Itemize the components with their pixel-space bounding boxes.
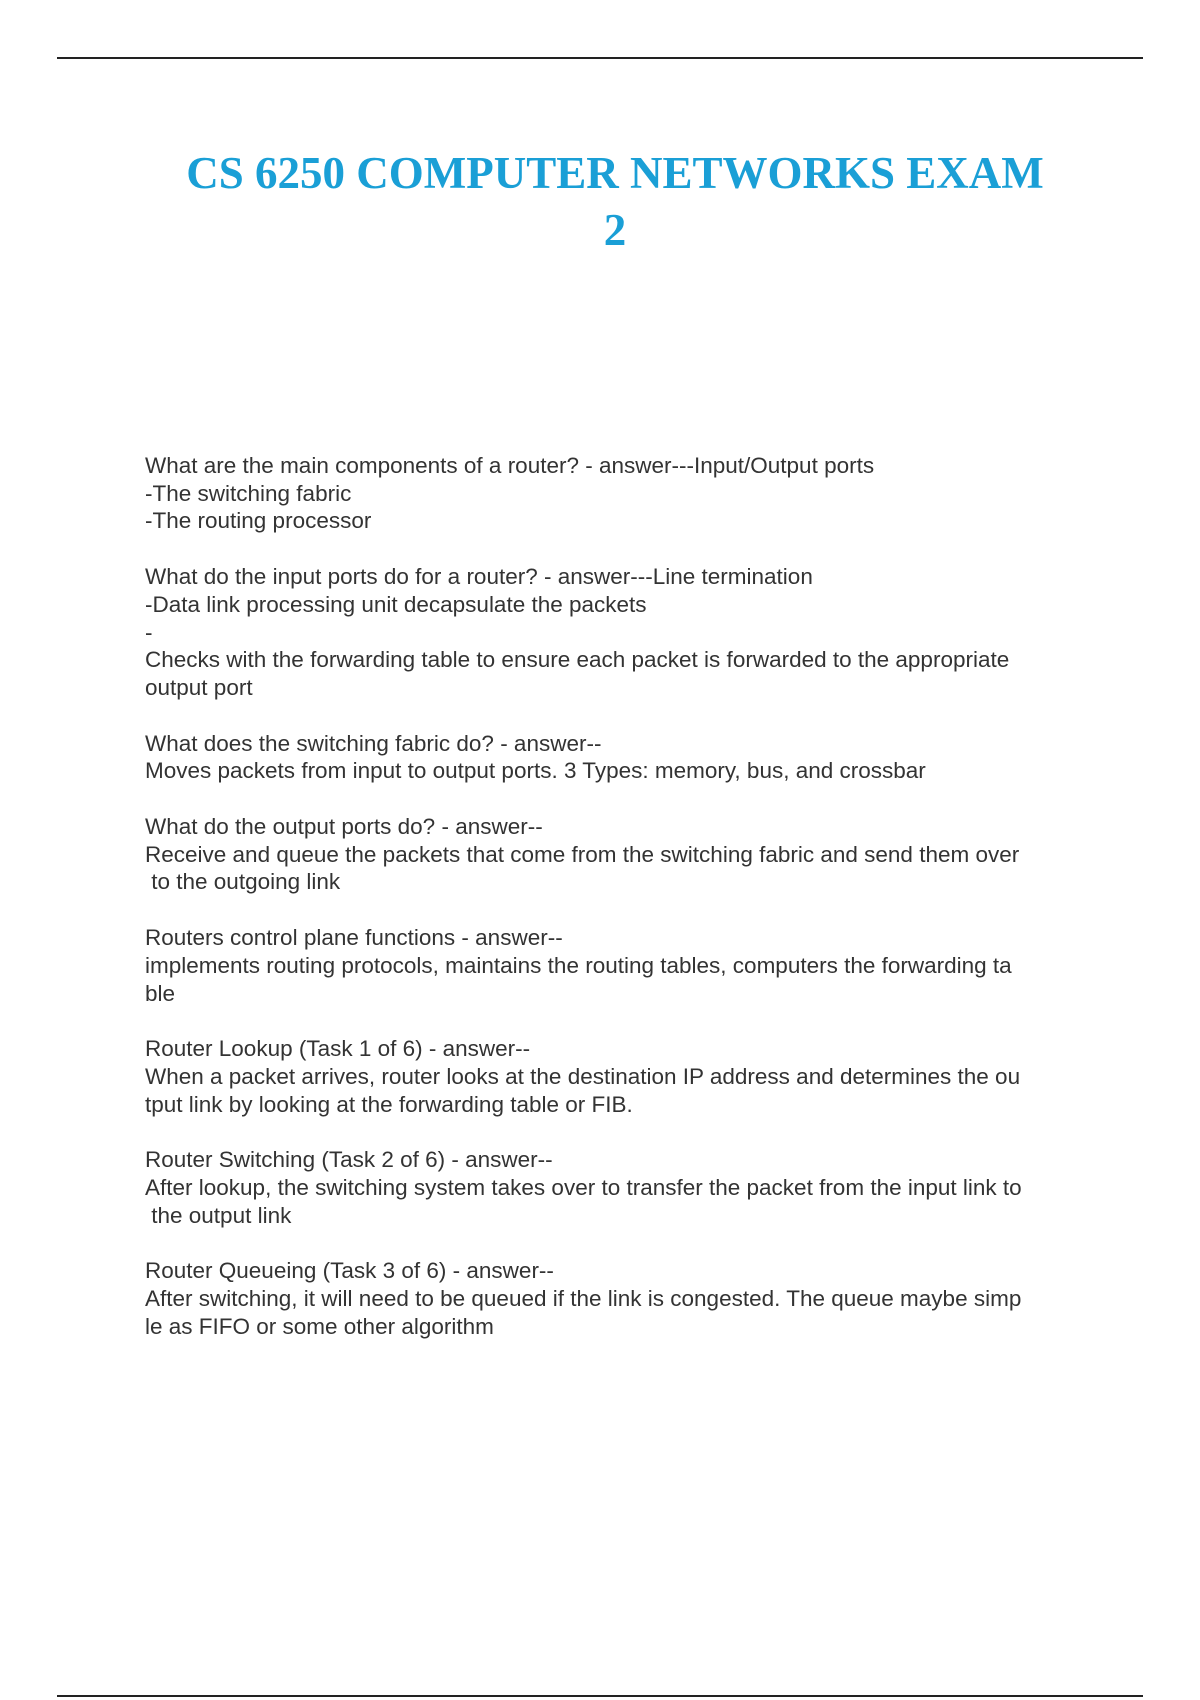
- qa-line: Router Lookup (Task 1 of 6) - answer--: [145, 1036, 531, 1062]
- qa-item: [145, 563, 1095, 702]
- page-title: [140, 145, 1090, 259]
- qa-item: [145, 1257, 1095, 1340]
- qa-line: output port: [145, 674, 253, 700]
- qa-line: What do the input ports do for a router? - answer---Line termination: [145, 564, 813, 590]
- title-line: CS 6250 COMPUTER NETWORKS EXAM: [186, 148, 1044, 198]
- qa-item: [145, 1146, 1095, 1229]
- qa-line: Moves packets from input to output ports. 3 Types: memory, bus, and crossbar: [145, 758, 926, 784]
- qa-list: [145, 452, 1095, 1369]
- qa-line: What do the output ports do? - answer--: [145, 814, 543, 840]
- qa-line: tput link by looking at the forwarding table or FIB.: [145, 1091, 633, 1117]
- qa-item: [145, 452, 1095, 535]
- qa-line: -The routing processor: [145, 508, 372, 534]
- title-line: 2: [603, 205, 627, 255]
- qa-line: implements routing protocols, maintains the routing tables, computers the forwarding ta: [145, 952, 1012, 978]
- qa-line: Routers control plane functions - answer--: [145, 925, 563, 951]
- qa-line: Router Queueing (Task 3 of 6) - answer--: [145, 1258, 554, 1284]
- qa-line: After switching, it will need to be queued if the link is congested. The queue maybe simp: [145, 1286, 1022, 1312]
- qa-item: [145, 1035, 1095, 1118]
- qa-line: Router Switching (Task 2 of 6) - answer--: [145, 1147, 553, 1173]
- qa-line: -Data link processing unit decapsulate the packets: [145, 591, 647, 617]
- qa-line: to the outgoing link: [145, 869, 341, 895]
- qa-line: What does the switching fabric do? - answer--: [145, 730, 602, 756]
- qa-line: -: [145, 619, 153, 645]
- qa-line: Checks with the forwarding table to ensure each packet is forwarded to the appropriate: [145, 647, 1010, 673]
- top-rule: [57, 57, 1143, 59]
- bottom-rule: [57, 1695, 1143, 1697]
- qa-line: After lookup, the switching system takes over to transfer the packet from the input link to: [145, 1175, 1022, 1201]
- qa-item: [145, 924, 1095, 1007]
- qa-line: ble: [145, 980, 176, 1006]
- qa-line: When a packet arrives, router looks at the destination IP address and determines the ou: [145, 1063, 1021, 1089]
- qa-line: Receive and queue the packets that come from the switching fabric and send them over: [145, 841, 1020, 867]
- qa-item: [145, 730, 1095, 785]
- qa-line: le as FIFO or some other algorithm: [145, 1313, 494, 1339]
- qa-line: -The switching fabric: [145, 480, 352, 506]
- qa-item: [145, 813, 1095, 896]
- qa-line: What are the main components of a router? - answer---Input/Output ports: [145, 453, 875, 478]
- qa-line: the output link: [145, 1202, 292, 1228]
